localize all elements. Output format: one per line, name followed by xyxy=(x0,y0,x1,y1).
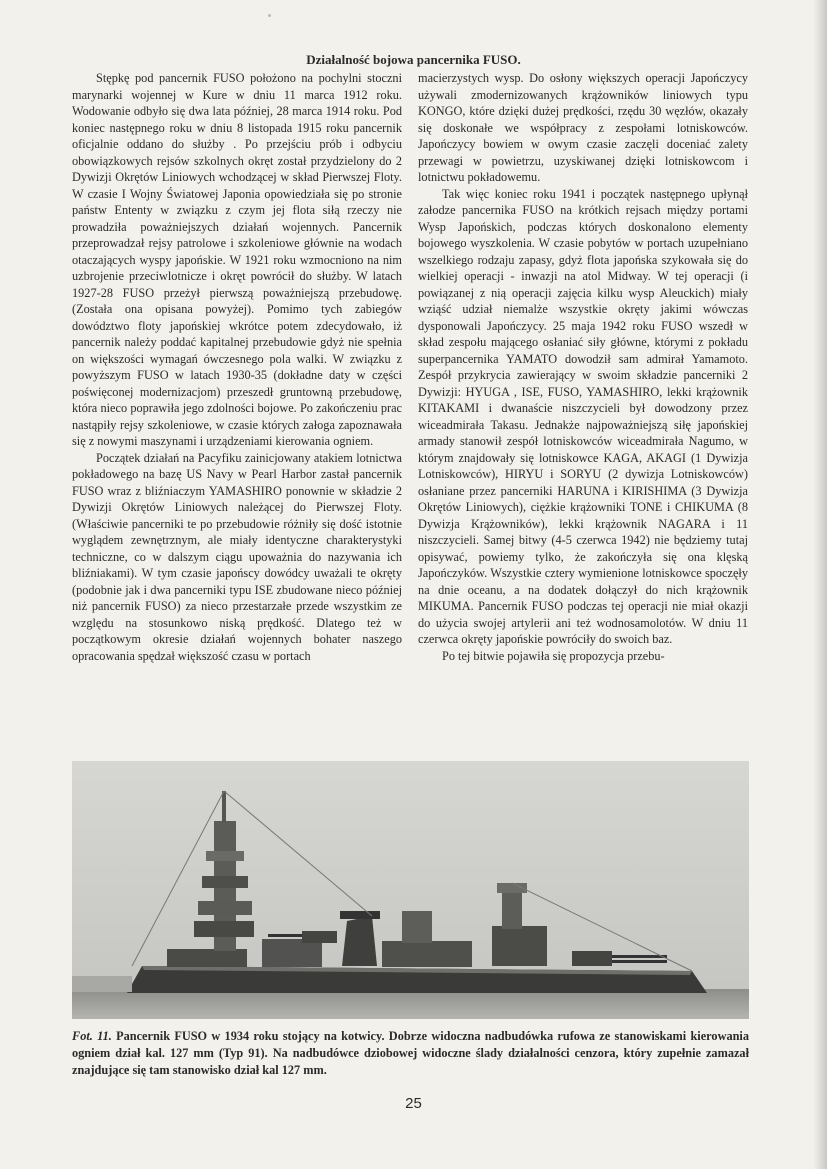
paragraph: Tak więc koniec roku 1941 i początek następnego upłynął załodze pancernika FUSO na krótkich rejsach między portami Wysp Japońskich, podczas których doskonalono elementy bojowego wyszkolenia. W czasie pobytów w portach uzupełniano wszelkiego rodzaju zapasy, gdyż flota japońska szykowała się do wielkiej operacji - inwazji na atol Midway. W tej operacji (i powiązanej z nią operacji zajęcia kilku wysp Aleuckich) miały wziąść udział niemalże wszystkie okręty jakimi wówczas dysponowali Japończycy. 25 maja 1942 roku FUSO wszedł w skład zespołu mającego osłaniać siły główne, którymi z pokładu superpancernika YAMATO dowodził sam admirał Yamamoto. Zespół przykrycia zawierający w swoim składzie pancerniki 2 Dywizji: HYUGA , ISE, FUSO, YAMASHIRO, lekki krążownik KITAKAMI i dwanaście niszczycieli był dowodzony przez wiceadmirała Takasu. Jednakże najpoważniejszą siłę japońskiej armady stanowił zespół lotniskowców wiceadmirała Nagumo, w którym znajdowały się lotniskowce KAGA, AKAGI (1 Dywizja Lotniskowców), HIRYU i SORYU (2 dywizja Lotniskowców) osłaniane przez pancerniki HARUNA i KIRISHIMA (3 Dywizja Okrętów Liniowych), ciężkie krążowniki TONE i CHIKUMA (8 Dywizja Krążowników), lekki krążownik NAGARA i 11 niszczycieli. Samej bitwy (4-5 czerwca 1942) nie będziemy tutaj opisywać, powiemy tylko, że zakończyła się ona klęską Japończyków. Wszystkie cztery wymienione lotniskowce spoczęły na dnie oceanu, a na dodatek dołączył do nich krążownik MIKUMA. Pancernik FUSO podczas tej operacji nie miał okazji do użycia swojej artylerii ani też wodnosamolotów. W dniu 11 czerwca okręty japońskie powróciły do swoich baz. xyxy=(418,186,748,646)
battleship-photo xyxy=(72,761,749,1019)
speck xyxy=(268,14,271,17)
page-edge xyxy=(813,0,827,1169)
paragraph: Stępkę pod pancernik FUSO położono na pochylni stoczni marynarki wojennej w Kure w dniu 11 marca 1912 roku. Wodowanie odbyło się dwa lata później, 28 marca 1914 roku. Pod koniec następnego roku w dniu 8 listopada 1915 roku pancernik oficjalnie oddano do służby . Po przejściu prób i odbyciu obowiązkowych rejsów szkolnych okręt został przydzielony do 2 Dywizji Okrętów Liniowych wchodzącej w skład Pierwszej Floty. W czasie I Wojny Światowej Japonia opowiedziała się po stronie państw Ententy w związku z czym jej flota siłą rzeczy nie prowadziła poważniejszych działań wojennych. Pancernik przeprowadzał rejsy patrolowe i szkoleniowe głównie na wodach otaczających wyspy japońskie. W 1921 roku wzmocniono na nim uzbrojenie przeciwlotnicze i okręt powrócił do służby. W latach 1927-28 FUSO przeżył pierwszą poważniejszą przebudowę. (Została ona opisana powyżej). Pomimo tych zabiegów dowództwo floty japońskiej wkrótce potem zdecydowało, iż pancernik należy poddać kapitalnej przebudowie gdyż nie spełnia on większości wymagań ówczesnego pola walki. W związku z powyższym FUSO w latach 1930-35 (dokładne daty w części poświęconej modernizacjom) przeszedł gruntowną przebudowę, która nieco poprawiła jego zdolności bojowe. Po zakończeniu prac nastąpiły rejsy szkoleniowe, w czasie których załoga zapoznawała się z nowymi maszynami i urządzeniami kierowania ogniem. xyxy=(72,71,402,448)
photo-caption xyxy=(72,1028,749,1079)
text-column-left xyxy=(72,70,402,664)
page-number: 25 xyxy=(405,1095,422,1112)
text-column-right xyxy=(418,70,748,664)
article-title: Działalność bojowa pancernika FUSO. xyxy=(306,52,521,67)
paragraph: Po tej bitwie pojawiła się propozycja przebu- xyxy=(442,648,665,663)
paragraph: Początek działań na Pacyfiku zainicjowany atakiem lotnictwa pokładowego na bazę US Navy w Pearl Harbor zastał pancernik FUSO wraz z bliźniaczym YAMASHIRO ponownie w składzie 2 Dywizji Okrętów Liniowych należącej do Pierwszej Floty. (Właściwie pancerniki te po przebudowie różniły się dość istotnie wyglądem zewnętrznym, ale miały identyczne charakterystyki techniczne, co w dalszym ciągu upoważnia do nazywania ich bliźniakami). W tym czasie japońscy dowódcy uważali te okręty (podobnie jak i dwa pancerniki typu ISE zbudowane nieco później niż pancernik FUSO) za nieco przestarzałe przede wszystkim ze względu na stosunkowo niską prędkość. Dlatego też w początkowym okresie działań wojennych bohater naszego opracowania spędzał większość czasu w portach xyxy=(72,450,402,663)
paragraph: macierzystych wysp. Do osłony większych operacji Japończycy używali zmodernizowanych krążowników liniowych typu KONGO, które dzięki dużej prędkości, rzędu 30 węzłów, okazały się doskonałe we współpracy z zespołami lotniskowców. Japończycy bowiem w owym czasie zaczęli doceniać zalety przewagi w powietrzu, uzyskiwanej dzięki lotniskowcom i lotnictwu pokładowemu. xyxy=(418,71,748,184)
caption-text: Pancernik FUSO w 1934 roku stojący na kotwicy. Dobrze widoczna nadbudówka rufowa ze stanowiskami kierowania ogniem dział kal. 127 mm (Typ 91). Na nadbudówce dziobowej widoczne ślady działalności cenzora, który zupełnie zamazał znajdujące się tam stanowisko dział kal 127 mm. xyxy=(72,1029,749,1077)
caption-label: Fot. 11. xyxy=(72,1029,112,1043)
